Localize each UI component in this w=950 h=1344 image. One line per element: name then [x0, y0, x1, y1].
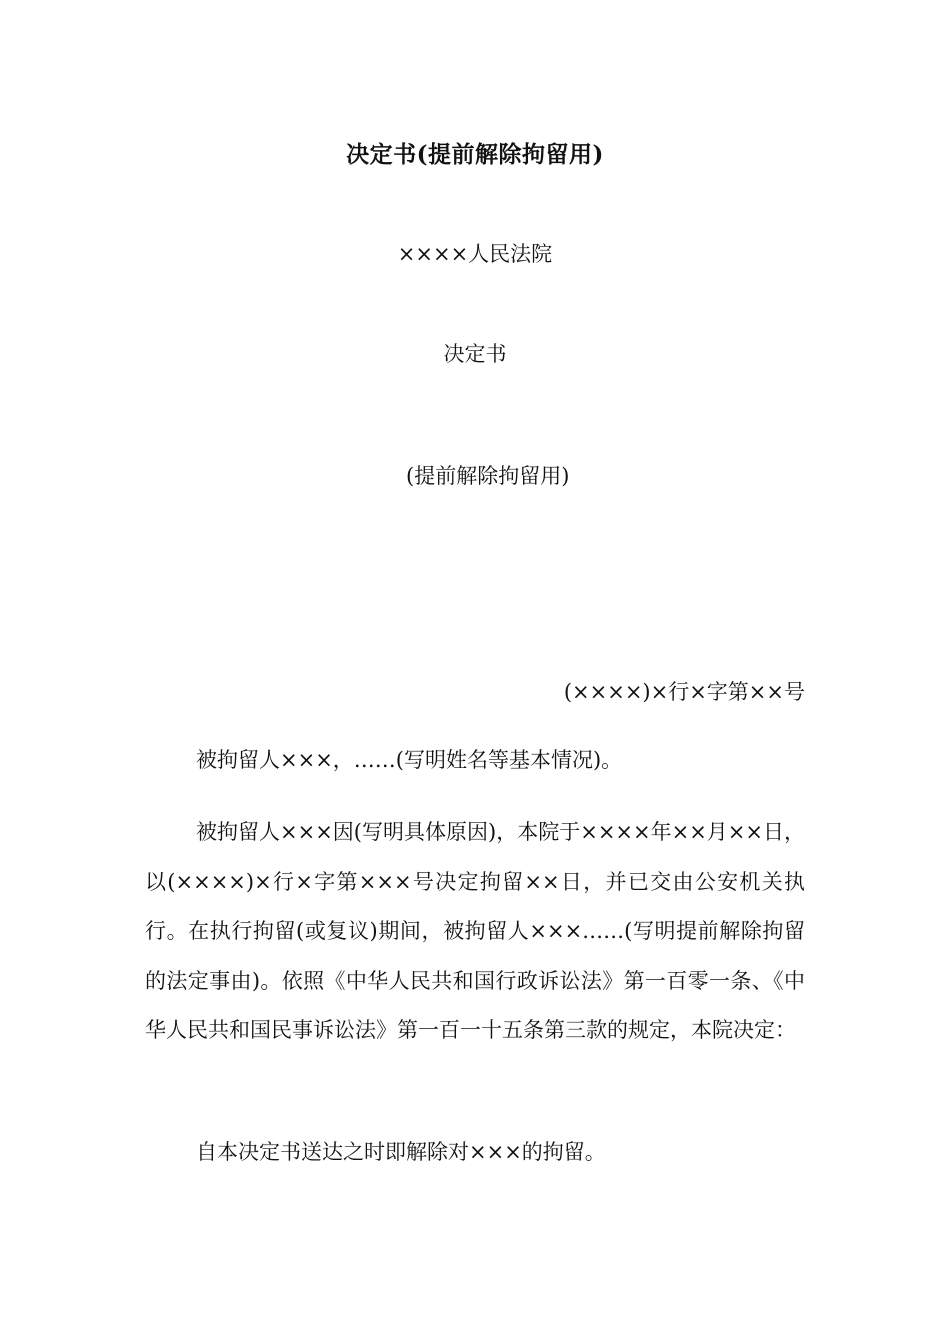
- paragraph-reasons: 被拘留人×××因(写明具体原因)，本院于××××年××月××日，以(××××)×行×字第×××号决定拘留××日，并已交由公安机关执行。在执行拘留(或复议)期间，被拘留人×××……(写明提前解除拘留的法定事由)。依照《中华人民共和国行政诉讼法》第一百零一条、《中华人民共和国民事诉讼法》第一百一十五条第三款的规定，本院决定：: [145, 820, 805, 1042]
- paragraph-decision: 自本决定书送达之时即解除对×××的拘留。: [196, 1140, 606, 1164]
- court-name: ××××人民法院: [397, 242, 553, 266]
- document-subtype: (提前解除拘留用): [406, 464, 570, 488]
- case-number: (××××)×行×字第××号: [563, 680, 805, 704]
- document-type: 决定书: [443, 342, 507, 366]
- document-title: 决定书(提前解除拘留用): [346, 141, 604, 168]
- paragraph-detainee-info: 被拘留人×××，……(写明姓名等基本情况)。: [196, 748, 623, 772]
